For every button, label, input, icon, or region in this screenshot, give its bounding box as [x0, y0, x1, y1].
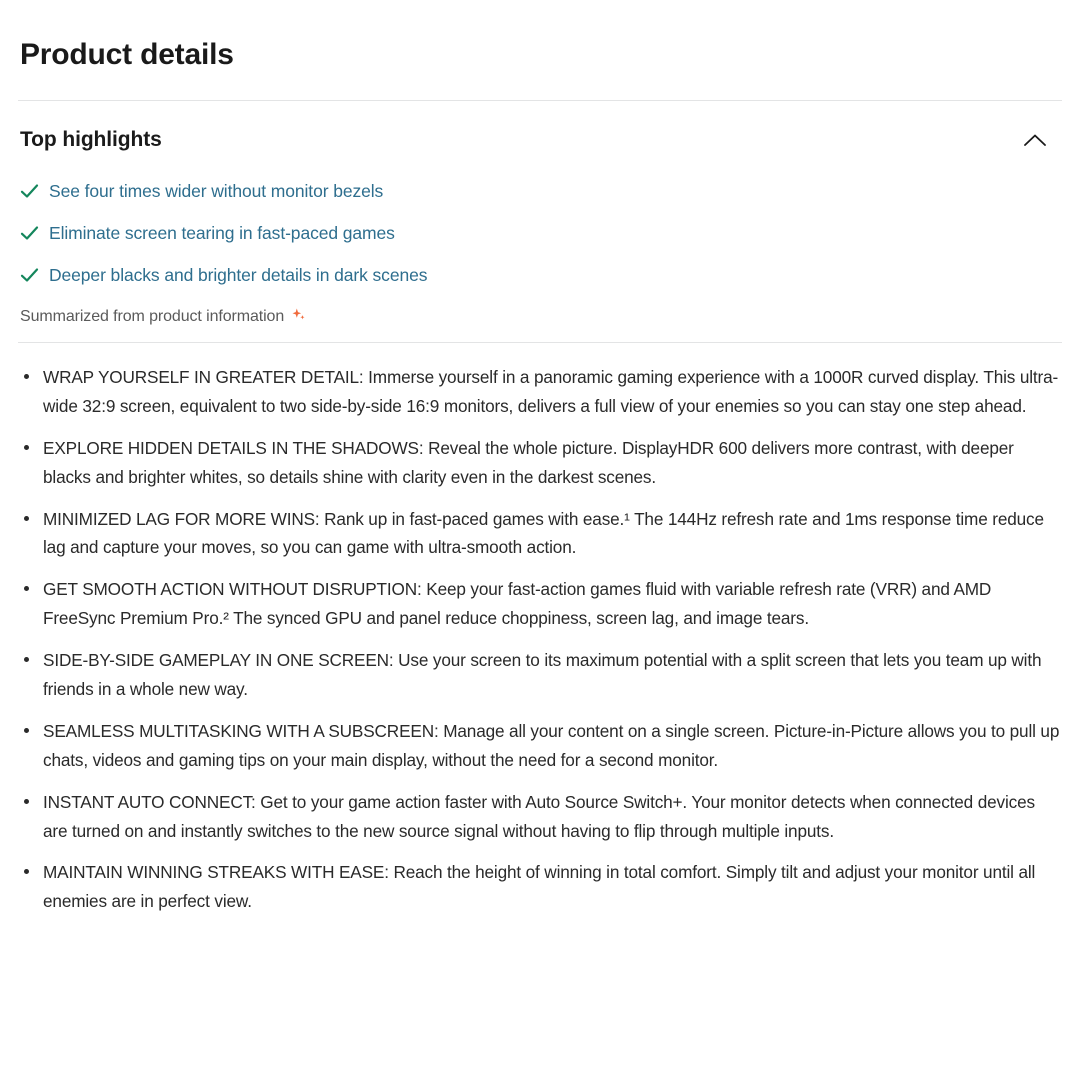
list-item: GET SMOOTH ACTION WITHOUT DISRUPTION: Keep your fast-action games fluid with variable refresh rate (VRR) and AMD FreeSync Premium Pro.² The synced GPU and panel reduce choppiness, screen lag, and image tears. — [18, 575, 1062, 633]
chevron-up-glyph — [1024, 133, 1046, 147]
check-icon — [20, 224, 39, 248]
list-item: MINIMIZED LAG FOR MORE WINS: Rank up in fast-paced games with ease.¹ The 144Hz refresh rate and 1ms response time reduce lag and capture your moves, so you can game with ultra-smooth action. — [18, 505, 1062, 563]
list-item — [20, 265, 1062, 290]
list-item: MAINTAIN WINNING STREAKS WITH EASE: Reach the height of winning in total comfort. Simply tilt and adjust your monitor until all enemies are in perfect view. — [18, 858, 1062, 916]
highlight-label: Eliminate screen tearing in fast-paced games — [49, 223, 395, 243]
highlight-label: See four times wider without monitor bezels — [49, 181, 384, 201]
product-details-list — [18, 343, 1062, 940]
section-title: Top highlights — [20, 128, 162, 151]
product-details-page — [0, 38, 1080, 940]
list-item: EXPLORE HIDDEN DETAILS IN THE SHADOWS: Reveal the whole picture. DisplayHDR 600 delivers more contrast, with deeper blacks and brighter whites, so details shine with clarity even in the darkest scenes. — [18, 434, 1062, 492]
top-highlights-header[interactable] — [18, 101, 1062, 165]
list-item: SIDE-BY-SIDE GAMEPLAY IN ONE SCREEN: Use your screen to its maximum potential with a split screen that lets you team up with friends in a whole new way. — [18, 646, 1062, 704]
summarized-note — [20, 307, 1062, 326]
list-item — [20, 181, 1062, 206]
summarized-label: Summarized from product information — [20, 307, 285, 325]
sparkle-icon — [291, 307, 306, 326]
check-icon — [20, 182, 39, 206]
list-item: WRAP YOURSELF IN GREATER DETAIL: Immerse yourself in a panoramic gaming experience with a 1000R curved display. This ultra-wide 32:9 screen, equivalent to two side-by-side 16:9 monitors, delivers a full view of your enemies so you can stay one step ahead. — [18, 363, 1062, 421]
list-item: SEAMLESS MULTITASKING WITH A SUBSCREEN: Manage all your content on a single screen. Picture-in-Picture allows you to pull up chats, videos and gaming tips on your main display, without the need for a second monitor. — [18, 717, 1062, 775]
page-title: Product details — [20, 38, 234, 71]
chevron-up-icon[interactable] — [1018, 123, 1052, 157]
check-icon — [20, 266, 39, 290]
list-item: INSTANT AUTO CONNECT: Get to your game action faster with Auto Source Switch+. Your monitor detects when connected devices are turned on and instantly switches to the new source signal without having to flip through multiple inputs. — [18, 788, 1062, 846]
highlights-list — [20, 181, 1062, 290]
list-item — [20, 223, 1062, 248]
highlight-label: Deeper blacks and brighter details in dark scenes — [49, 265, 428, 285]
